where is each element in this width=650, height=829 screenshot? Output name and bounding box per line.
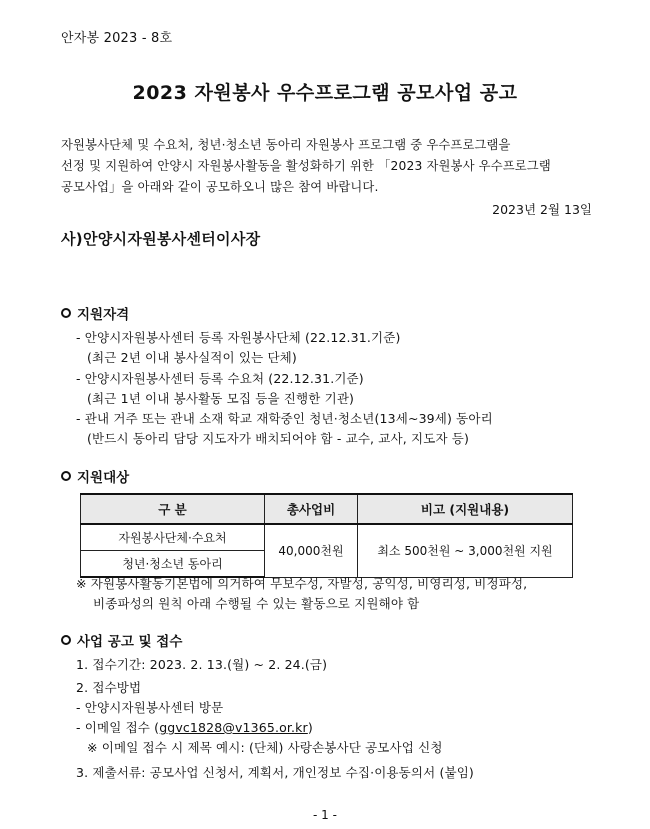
table-header: 비고 (지원내용)	[358, 494, 573, 524]
required-documents: 3. 제출서류: 공모사업 신청서, 계획서, 개인정보 수집·이용동의서 (붙임)	[76, 765, 474, 780]
section-application-heading	[61, 630, 182, 650]
intro-line: 자원봉사단체 및 수요처, 청년·청소년 동아리 자원봉사 프로그램 중 우수프로그램을	[61, 138, 511, 152]
circle-bullet-icon	[61, 471, 71, 481]
table-header: 구 분	[81, 494, 265, 524]
application-method-visit: - 안양시자원봉사센터 방문	[76, 700, 224, 715]
section-target-heading	[61, 466, 129, 486]
announcement-date: 2023년 2월 13일	[492, 202, 592, 217]
application-method-title: 2. 접수방법	[76, 680, 142, 695]
email-suffix: )	[307, 720, 313, 735]
circle-bullet-icon	[61, 635, 71, 645]
email-subject-note: ※ 이메일 접수 시 제목 예시: (단체) 사랑손봉사단 공모사업 신청	[87, 740, 443, 755]
eligibility-line: - 안양시자원봉사센터 등록 수요처 (22.12.31.기준)	[76, 371, 364, 386]
eligibility-line: (최근 2년 이내 봉사실적이 있는 단체)	[87, 350, 297, 365]
section-title: 지원자격	[77, 307, 130, 323]
table-cell-category: 청년·청소년 동아리	[81, 551, 265, 578]
table-header: 총사업비	[265, 494, 358, 524]
table-cell-note: 최소 500천원 ~ 3,000천원 지원	[358, 524, 573, 577]
section-title: 지원대상	[77, 470, 130, 486]
intro-paragraph	[61, 135, 596, 198]
eligibility-line: - 안양시자원봉사센터 등록 자원봉사단체 (22.12.31.기준)	[76, 330, 401, 345]
intro-line: 선정 및 지원하여 안양시 자원봉사활동을 활성화하기 위한 「2023 자원봉사 우수프로그램	[61, 159, 551, 173]
eligibility-line: - 관내 거주 또는 관내 소재 학교 재학중인 청년·청소년(13세~39세) 동아리	[76, 411, 493, 426]
intro-line: 공모사업」을 아래와 같이 공모하오니 많은 참여 바랍니다.	[61, 180, 379, 194]
eligibility-line: (최근 1년 이내 봉사활동 모집 등을 진행한 기관)	[87, 391, 355, 406]
application-period: 1. 접수기간: 2023. 2. 13.(월) ~ 2. 24.(금)	[76, 657, 328, 672]
email-link[interactable]: ggvc1828@v1365.or.kr	[159, 720, 308, 735]
remark-line: 비종파성의 원칙 아래 수행될 수 있는 활동으로 지원해야 함	[93, 596, 420, 611]
document-number: 안자봉 2023 - 8호	[61, 31, 173, 46]
document-title: 2023 자원봉사 우수프로그램 공모사업 공고	[132, 82, 518, 104]
circle-bullet-icon	[61, 308, 71, 318]
support-table	[80, 493, 573, 578]
application-method-email	[76, 718, 313, 736]
email-prefix: - 이메일 접수 (	[76, 720, 160, 735]
remark-line: ※ 자원봉사활동기본법에 의거하여 무보수성, 자발성, 공익성, 비영리성, 비정파성,	[76, 576, 528, 591]
eligibility-line: (반드시 동아리 담당 지도자가 배치되어야 함 - 교수, 교사, 지도자 등)	[87, 431, 470, 446]
table-cell-budget: 40,000천원	[265, 524, 358, 577]
page-number: - 1 -	[313, 808, 337, 822]
table-cell-category: 자원봉사단체·수요처	[81, 524, 265, 551]
section-title: 사업 공고 및 접수	[77, 634, 183, 650]
section-eligibility-heading	[61, 303, 129, 323]
issuer-name: 사)안양시자원봉사센터이사장	[61, 230, 261, 248]
